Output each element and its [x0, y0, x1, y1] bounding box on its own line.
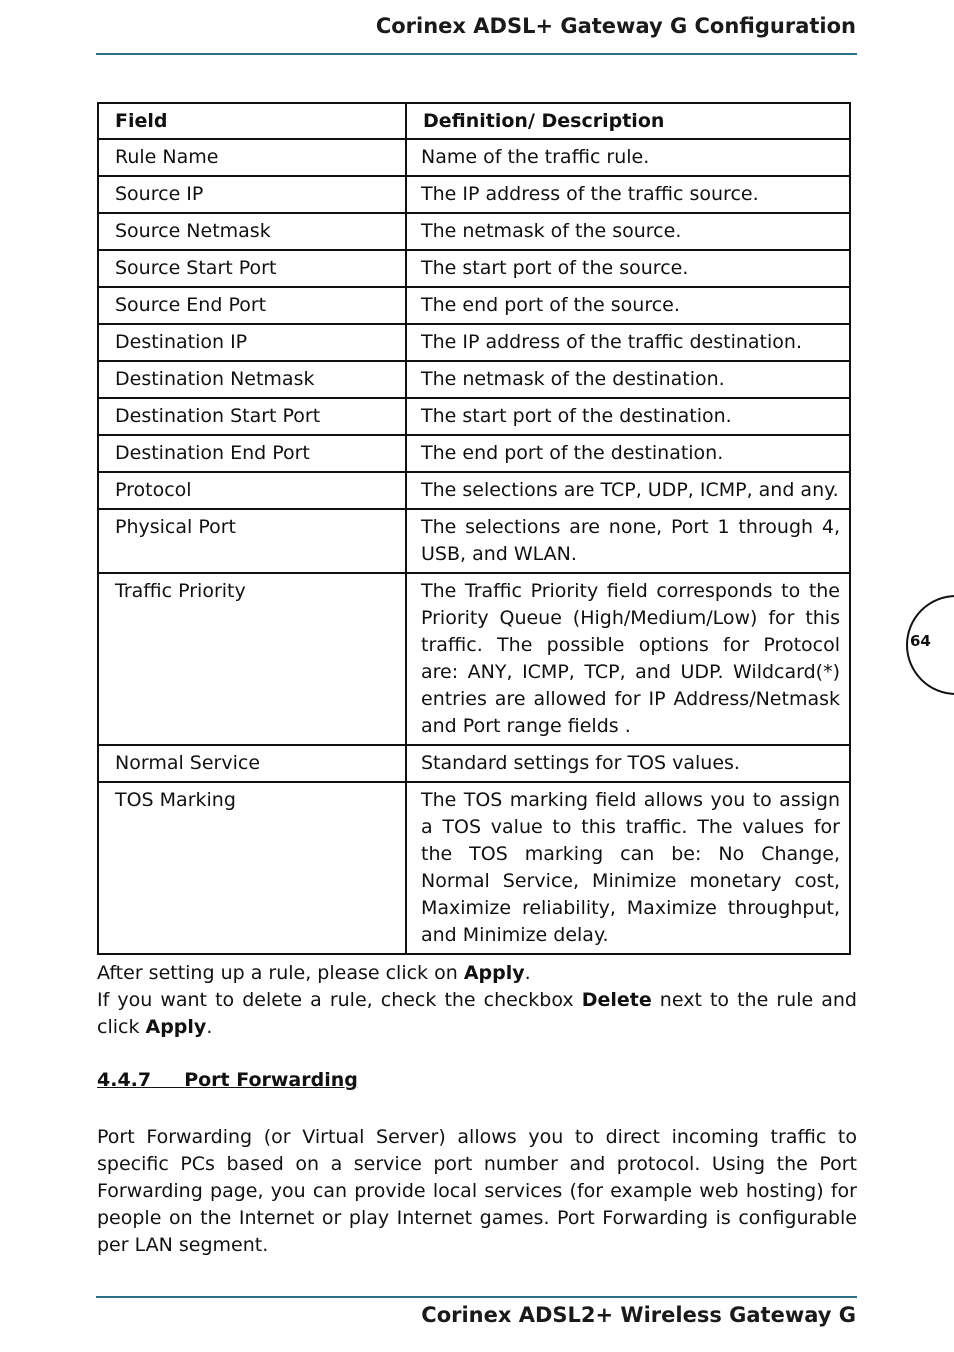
description-cell: The IP address of the traffic destination.	[406, 324, 850, 361]
field-cell: Destination Start Port	[98, 398, 406, 435]
table-row	[98, 398, 850, 435]
apply-keyword: Apply	[145, 1016, 207, 1038]
table-row	[98, 287, 850, 324]
table-row	[98, 176, 850, 213]
field-cell: Rule Name	[98, 139, 406, 176]
footer-rule	[96, 1296, 857, 1298]
table-body	[98, 139, 850, 954]
table-row	[98, 139, 850, 176]
column-header-field: Field	[98, 103, 406, 139]
field-cell: Physical Port	[98, 509, 406, 573]
instruction-line-apply: After setting up a rule, please click on Apply.	[97, 962, 531, 984]
section-heading	[97, 1069, 358, 1091]
instruction-line-delete: If you want to delete a rule, check the checkbox Delete next to the rule and click Apply.	[97, 989, 857, 1038]
field-cell: TOS Marking	[98, 782, 406, 954]
description-cell: The end port of the source.	[406, 287, 850, 324]
description-cell: The start port of the destination.	[406, 398, 850, 435]
table-row	[98, 745, 850, 782]
definition-table	[97, 102, 851, 955]
delete-keyword: Delete	[581, 989, 652, 1011]
description-cell: The end port of the destination.	[406, 435, 850, 472]
table-row	[98, 250, 850, 287]
field-cell: Source End Port	[98, 287, 406, 324]
footer-title: Corinex ADSL2+ Wireless Gateway G	[421, 1303, 856, 1327]
column-header-description: Definition/ Description	[406, 103, 850, 139]
table-row	[98, 573, 850, 745]
field-cell: Traffic Priority	[98, 573, 406, 745]
table-row	[98, 782, 850, 954]
field-cell: Destination Netmask	[98, 361, 406, 398]
table-row	[98, 361, 850, 398]
table-row	[98, 324, 850, 361]
description-cell: The Traffic Priority field corresponds to the Priority Queue (High/Medium/Low) for this traffic. The possible options for Protocol are: ANY, ICMP, TCP, and UDP. Wildcard(*) entries are allowed for IP Address/Netmask and Port range fields .	[406, 573, 850, 745]
description-cell: Name of the traffic rule.	[406, 139, 850, 176]
description-cell: The netmask of the source.	[406, 213, 850, 250]
description-cell: The TOS marking field allows you to assign a TOS value to this traffic. The values for the TOS marking can be: No Change, Normal Service, Minimize monetary cost, Maximize reliability, Maximize throughput, and Minimize delay.	[406, 782, 850, 954]
table-row	[98, 213, 850, 250]
header-title: Corinex ADSL+ Gateway G Configuration	[375, 14, 856, 38]
section-title: Port Forwarding	[184, 1069, 358, 1091]
instructions	[97, 960, 857, 1041]
description-cell: The selections are none, Port 1 through 4, USB, and WLAN.	[406, 509, 850, 573]
section-body: Port Forwarding (or Virtual Server) allows you to direct incoming traffic to specific PCs based on a service port number and protocol. Using the Port Forwarding page, you can provide local services (for example web hosting) for people on the Internet or play Internet games. Port Forwarding is configurable per LAN segment.	[97, 1126, 857, 1256]
field-cell: Destination End Port	[98, 435, 406, 472]
table-row	[98, 509, 850, 573]
description-cell: The start port of the source.	[406, 250, 850, 287]
table-header-row	[98, 103, 850, 139]
apply-keyword: Apply	[463, 962, 525, 984]
field-cell: Destination IP	[98, 324, 406, 361]
table-row	[98, 435, 850, 472]
field-cell: Normal Service	[98, 745, 406, 782]
description-cell: The netmask of the destination.	[406, 361, 850, 398]
section-number: 4.4.7	[97, 1069, 152, 1091]
description-cell: The selections are TCP, UDP, ICMP, and any.	[406, 472, 850, 509]
description-cell: The IP address of the traffic source.	[406, 176, 850, 213]
field-cell: Source Netmask	[98, 213, 406, 250]
field-cell: Protocol	[98, 472, 406, 509]
page-number: 64	[910, 632, 931, 650]
field-cell: Source Start Port	[98, 250, 406, 287]
header-rule	[96, 53, 857, 55]
description-cell: Standard settings for TOS values.	[406, 745, 850, 782]
field-cell: Source IP	[98, 176, 406, 213]
table-row	[98, 472, 850, 509]
